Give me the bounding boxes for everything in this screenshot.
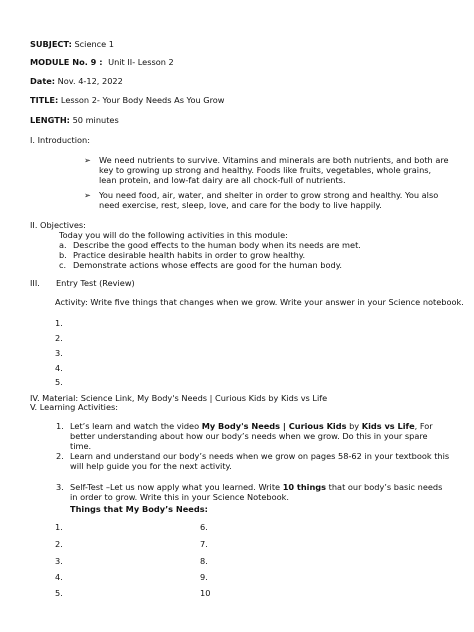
video-title: My Body's Needs | Curious Kids: [201, 421, 347, 431]
objective-item: Demonstrate actions whose effects are good for the human body.: [73, 260, 342, 270]
learning-item-1: [70, 422, 450, 452]
title-line: [30, 96, 225, 106]
entry-blank: 2.: [55, 333, 63, 343]
learning-item-1-text: , For better understanding about how our body’s needs when we grow. Do this in your spare time.: [70, 421, 433, 451]
date-value: Nov. 4-12, 2022: [57, 76, 123, 86]
learning-marker: 3.: [56, 482, 64, 492]
learning-item-3: [70, 483, 450, 503]
material-line: IV. Material: Science Link, My Body's Needs | Curious Kids by Kids vs Life: [30, 393, 328, 403]
learning-item-3-text: that our body’s basic needs in order to grow. Write this in your Science Notebook.: [70, 482, 443, 502]
introduction-heading: I. Introduction:: [30, 135, 90, 145]
length-label: LENGTH:: [30, 115, 70, 125]
bullet-icon: ➢: [84, 190, 91, 200]
module-line: [30, 58, 174, 68]
objective-item: Describe the good effects to the human body when its needs are met.: [73, 240, 361, 250]
entry-blank: 3.: [55, 348, 63, 358]
title-label: TITLE:: [30, 95, 59, 105]
answer-blank: 7.: [200, 539, 208, 549]
answer-blank: 9.: [200, 572, 208, 582]
objective-item: Practice desirable health habits in order to grow healthy.: [73, 250, 306, 260]
entry-blank: 4.: [55, 363, 63, 373]
answer-blank: 10: [200, 588, 211, 598]
intro-bullet-2: You need food, air, water, and shelter in order to grow strong and healthy. You also need exercise, rest, sleep, love, and care for the body to live happily.: [99, 190, 439, 210]
answer-blank: 5.: [55, 588, 63, 598]
objective-marker: c.: [59, 260, 67, 270]
learning-item-3-text: Self-Test –Let us now apply what you learned. Write: [70, 482, 283, 492]
subject-value: Science 1: [74, 39, 115, 49]
date-label: Date:: [30, 76, 56, 86]
ten-things: 10 things: [282, 482, 327, 492]
answer-blank: 3.: [55, 556, 63, 566]
subject-label: SUBJECT:: [30, 39, 72, 49]
entry-test-numeral: III.: [30, 278, 40, 288]
objective-marker: a.: [59, 240, 67, 250]
answer-subheading: Things that My Body’s Needs:: [70, 504, 208, 514]
learning-item-2: Learn and understand our body’s needs when we grow on pages 58-62 in your textbook this will help guide you for the next activity.: [70, 451, 450, 471]
answer-blank: 4.: [55, 572, 63, 582]
objective-marker: b.: [59, 250, 67, 260]
intro-bullet-1: We need nutrients to survive. Vitamins and minerals are both nutrients, and both are key to growing up strong and healthy. Foods like fruits, vegetables, whole grains, lean protein, and low-fat dairy are all chock-full of nutrients.: [99, 155, 449, 185]
entry-blank: 1.: [55, 318, 63, 328]
subject-line: [30, 40, 114, 50]
learning-item-1-text: by: [346, 421, 362, 431]
entry-blank: 5.: [55, 377, 63, 387]
entry-test-heading: Entry Test (Review): [56, 278, 135, 288]
entry-test-activity: Activity: Write five things that changes when we grow. Write your answer in your Science notebook.: [55, 297, 464, 307]
length-value: 50 minutes: [72, 115, 119, 125]
answer-blank: 1.: [55, 522, 63, 532]
objectives-heading: II. Objectives:: [30, 220, 86, 230]
answer-blank: 8.: [200, 556, 208, 566]
learning-marker: 2.: [56, 451, 64, 461]
date-line: [30, 77, 123, 87]
answer-blank: 2.: [55, 539, 63, 549]
module-label: MODULE No. 9 :: [30, 57, 103, 67]
length-line: [30, 116, 119, 126]
objectives-lead: Today you will do the following activities in this module:: [59, 230, 288, 240]
bullet-icon: ➢: [84, 155, 91, 165]
learning-marker: 1.: [56, 421, 64, 431]
module-value: Unit II- Lesson 2: [108, 57, 174, 67]
learning-heading: V. Learning Activities:: [30, 402, 119, 412]
title-value: Lesson 2- Your Body Needs As You Grow: [60, 95, 225, 105]
video-channel: Kids vs Life: [361, 421, 415, 431]
answer-blank: 6.: [200, 522, 208, 532]
learning-item-1-text: Let’s learn and watch the video: [70, 421, 202, 431]
